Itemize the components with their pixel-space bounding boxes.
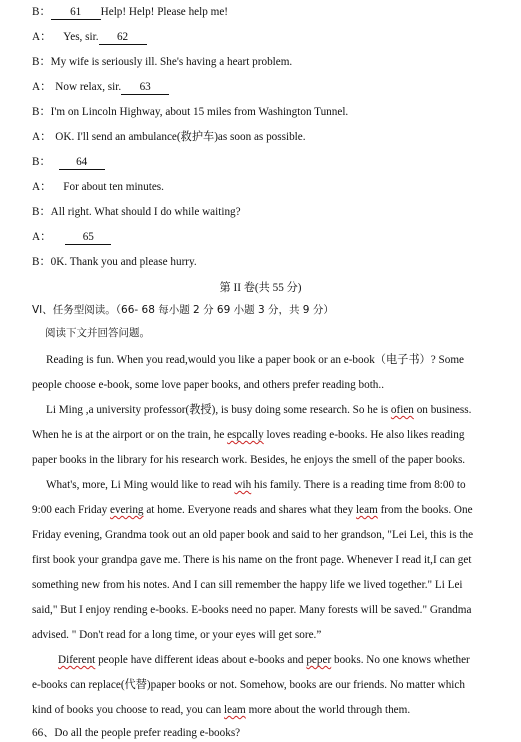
dialogue-line	[32, 180, 164, 194]
misspelled-word: Diferent	[58, 654, 96, 666]
passage-line: Li Ming ,a university professor(教授), is busy doing some research. So he is ofien on business.	[46, 404, 472, 416]
passage-line: people choose e-book, some love paper books, and others prefer reading both..	[32, 379, 384, 391]
dialogue-line-65	[32, 230, 111, 245]
dialogue-text: For about ten minutes.	[63, 181, 164, 193]
passage-line: kind of books you choose to read, you can leam more about the world through them.	[32, 704, 411, 716]
speaker-label: B：	[32, 6, 51, 18]
misspelled-word: wih	[234, 479, 252, 491]
dialogue-line-62	[32, 30, 147, 45]
passage-line: said," But I enjoy rending e-books. E-books need no paper. Many forests will be saved." Grandma	[32, 604, 472, 616]
speaker-label: B：	[32, 56, 51, 68]
passage-line: e-books can replace(代替)paper books or not. Somehow, books are our friends. No matter which	[32, 679, 465, 691]
speaker-label: B：	[32, 206, 51, 218]
question-66: 66、Do all the people prefer reading e-books?	[32, 727, 241, 739]
dialogue-text: My wife is seriously ill. She's having a heart problem.	[50, 56, 293, 68]
blank-61[interactable]: 61	[51, 5, 101, 20]
dialogue-text: OK. I'll send an ambulance(救护车)as soon as possible.	[55, 131, 306, 143]
dialogue-text: All right. What should I do while waiting?	[50, 206, 241, 218]
dialogue-text: 0K. Thank you and please hurry.	[50, 256, 197, 268]
task-heading: VI、任务型阅读。（66- 68 每小题 2 分 69 小题 3 分，共 9 分）	[32, 304, 334, 316]
dialogue-line	[32, 55, 292, 69]
speaker-label: B：	[32, 106, 51, 118]
speaker-label: A：	[32, 131, 52, 143]
blank-65[interactable]: 65	[65, 230, 111, 245]
passage-line: something new from his notes. And I can sill remember the happy life we lived together." Li Lei	[32, 579, 463, 591]
speaker-label: A：	[32, 231, 52, 243]
passage-line: Diferent people have different ideas about e-books and peper books. No one knows whether	[58, 654, 470, 666]
dialogue-text: I'm on Lincoln Highway, about 15 miles from Washington Tunnel.	[50, 106, 349, 118]
speaker-label: B：	[32, 156, 51, 168]
section-title: 第 II 卷(共 55 分)	[219, 282, 302, 294]
blank-64[interactable]: 64	[59, 155, 105, 170]
passage-line: first book your grandpa gave me. There is his name on the front page. Whenever I read it,I can get	[32, 554, 472, 566]
speaker-label: A：	[32, 181, 52, 193]
dialogue-line	[32, 130, 306, 144]
instruction: 阅读下文并回答问题。	[45, 327, 150, 339]
misspelled-word: peper	[306, 654, 332, 666]
passage-line: Friday evening, Grandma took out an old paper book and said to her grandson, "Lei Lei, this is the	[32, 529, 474, 541]
speaker-label: B：	[32, 256, 51, 268]
dialogue-line-61	[32, 5, 228, 20]
misspelled-word: evering	[109, 504, 144, 516]
blank-63[interactable]: 63	[121, 80, 169, 95]
misspelled-word: leam	[224, 704, 246, 716]
passage-line: 9:00 each Friday evering at home. Everyone reads and shares what they leam from the books. One	[32, 504, 473, 516]
dialogue-line-64	[32, 155, 105, 170]
passage-line: When he is at the airport or on the train, he espcally loves reading e-books. He also likes reading	[32, 429, 465, 441]
misspelled-word: leam	[356, 504, 378, 516]
passage-line: Reading is fun. When you read,would you like a paper book or an e-book（电子书）? Some	[46, 354, 464, 366]
misspelled-word: espcally	[227, 429, 264, 441]
dialogue-line	[32, 255, 197, 269]
speaker-label: A：	[32, 31, 52, 43]
blank-62[interactable]: 62	[99, 30, 147, 45]
speaker-label: A：	[32, 81, 52, 93]
dialogue-line	[32, 105, 348, 119]
passage-line: paper books in the library for his research work. Besides, he enjoys the smell of the paper books.	[32, 454, 466, 466]
dialogue-line-63	[32, 80, 169, 95]
passage-line: advised. " Don't read for a long time, or your eyes will get sore.”	[32, 629, 322, 641]
misspelled-word: ofien	[390, 404, 414, 416]
dialogue-line	[32, 205, 241, 219]
passage-line: What's, more, Li Ming would like to read wih his family. There is a reading time from 8:00 to	[46, 479, 466, 491]
dialogue-text: Now relax, sir.	[55, 81, 122, 93]
dialogue-text: Yes, sir.	[63, 31, 99, 43]
dialogue-text: Help! Help! Please help me!	[100, 6, 229, 18]
